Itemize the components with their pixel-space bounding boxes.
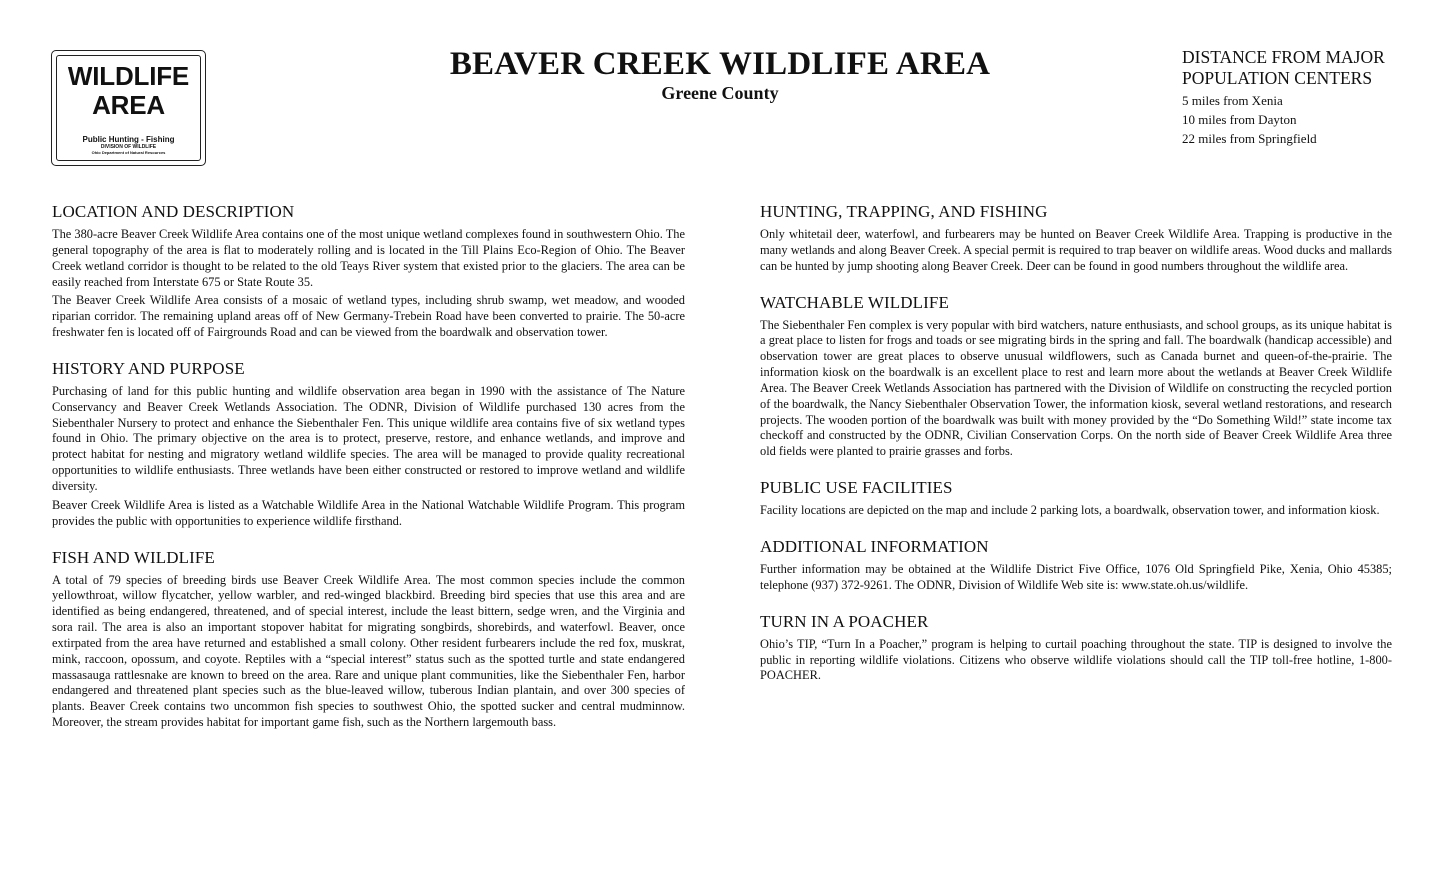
distance-item: 10 miles from Dayton [1182,112,1297,127]
section-paragraph: Purchasing of land for this public hunting and wildlife observation area began in 1990 with the assistance of The Nature Conservancy and Beaver Creek Wetlands Association. The ODNR, Division of Wildlife purchased 130 acres from the Siebenthaler Nursery to protect and enhance the Siebenthaler Fen. This unique wildlife area contains five of six wetland types found in Ohio. The primary objective on the area is to protect, preserve, restore, and enhance wetlands, and improve and protect habitat for nesting and migratory wetland wildlife species. The area will be managed to provide quality recreational opportunities to wildlife enthusiasts. Three wetlands have been either constructed or restored to improve wetland and wildlife diversity. [52,383,685,493]
sign-inner-border [56,55,201,161]
section-watchable [760,293,1392,461]
section-heading: PUBLIC USE FACILITIES [760,478,953,498]
section-paragraph: Ohio’s TIP, “Turn In a Poacher,” program is helping to curtail poaching throughout the state. TIP is designed to involve the public in reporting wildlife violations. Citizens who observe wildlife violations should call the TIP toll-free hotline, 1-800-POACHER. [760,636,1392,683]
page-subtitle: Greene County [661,83,779,103]
section-hunting [760,202,1392,275]
section-paragraph: Further information may be obtained at the Wildlife District Five Office, 1076 Old Springfield Pike, Xenia, Ohio 45385; telephone (937) 372-9261. The ODNR, Division of Wildlife Web site is: www.state.oh.us/wildlife. [760,561,1392,592]
distance-panel [1182,47,1422,148]
section-paragraph: Beaver Creek Wildlife Area is listed as a Watchable Wildlife Area in the National Watchable Wildlife Program. This program provides the public with opportunities to experience wildlife firsthand. [52,497,685,528]
section-heading: HISTORY AND PURPOSE [52,358,245,378]
section-heading: FISH AND WILDLIFE [52,547,215,567]
left-column [52,202,685,749]
distance-item: 5 miles from Xenia [1182,93,1283,108]
section-heading: ADDITIONAL INFORMATION [760,536,989,556]
right-column [760,202,1392,702]
sign-subtitle: Public Hunting - Fishing [82,135,175,144]
distance-list [1182,91,1422,148]
section-paragraph: Only whitetail deer, waterfowl, and furbearers may be hunted on Beaver Creek Wildlife Area. Trapping is productive in the many wetlands and along Beaver Creek. A special permit is required to trap beaver on wildlife areas. Wood ducks and mallards can be hunted by jump shooting along Beaver Creek. Deer can be found in good numbers throughout the wildlife area. [760,227,1392,273]
distance-heading: DISTANCE FROM MAJOR POPULATION CENTERS [1182,47,1385,88]
sign-title: WILDLIFE AREA [67,61,190,120]
sign-department-line: Ohio Department of Natural Resources [91,150,166,155]
section-additional-info [760,537,1392,594]
section-paragraph: The Beaver Creek Wildlife Area consists of a mosaic of wetland types, including shrub swamp, wet meadow, and wooded riparian corridor. The remaining upland areas off of New Germany-Trebein Road have been converted to prairie. The 50-acre freshwater fen is located off of Fairgrounds Road and can be viewed from the boardwalk and observation tower. [52,293,685,340]
distance-item: 22 miles from Springfield [1182,131,1317,146]
section-heading: TURN IN A POACHER [760,611,929,631]
section-paragraph: The Siebenthaler Fen complex is very popular with bird watchers, nature enthusiasts, and school groups, as its unique habitat is a great place to listen for frogs and toads or see migrating birds in the spring and fall. The boardwalk (handicap accessible) and observation tower are great places to observe unusual wildflowers, such as Canada burnet and queen-of-the-prairie. The information kiosk on the boardwalk is an excellent place to rest and learn more about the wetlands at Beaver Creek Wildlife Area. The Beaver Creek Wetlands Association has partnered with the Division of Wildlife on constructing the recycled portion of the boardwalk, the Nancy Siebenthaler Observation Tower, the information kiosk, several wetland restorations, and research projects. The wooden portion of the boardwalk was built with money provided by the “Do Something Wild!” state income tax checkoff and constructed by the ODNR, Civilian Conservation Corps. On the north side of Beaver Creek Wildlife Area three old fields were planted to prairie grasses and forbs. [760,317,1392,459]
section-heading: HUNTING, TRAPPING, AND FISHING [760,202,1048,221]
section-fish-wildlife [52,548,685,731]
section-location [52,202,685,341]
section-history [52,359,685,530]
section-paragraph: A total of 79 species of breeding birds use Beaver Creek Wildlife Area. The most common species include the common yellowthroat, willow flycatcher, yellow warbler, and red-winged blackbird. Breeding bird species that use this area and are identified as being endangered, threatened, and of special interest, include the least bittern, sedge wren, and the Virginia and sora rail. The area is also an important stopover habitat for migrating songbirds, shorebirds, and waterfowl. Beaver, once extirpated from the area have returned and established a small colony. Other resident furbearers include the red fox, muskrat, mink, raccoon, opossum, and coyote. Reptiles with a “special interest” status such as the spotted turtle and state endangered massasauga rattlesnake are known to breed on the area. Rare and unique plant communities, like the Siebenthaler Fen, harbor endangered and threatened plant species such as the blue-leaved willow, tuberous Indian plantain, and over 300 species of plants. Beaver Creek contains two uncommon fish species to southwest Ohio, the spotted sucker and central mudminnow. Moreover, the stream provides habitat for important game fish, such as the Northern largemouth bass. [52,572,685,730]
wildlife-area-sign [51,50,206,166]
sign-division-line: DIVISION OF WILDLIFE [100,144,157,150]
section-paragraph: Facility locations are depicted on the map and include 2 parking lots, a boardwalk, observation tower, and information kiosk. [760,503,1380,518]
section-heading: LOCATION AND DESCRIPTION [52,202,295,221]
page-title: BEAVER CREEK WILDLIFE AREA [449,46,991,82]
section-heading: WATCHABLE WILDLIFE [760,292,949,312]
section-paragraph: The 380-acre Beaver Creek Wildlife Area contains one of the most unique wetland complexes found in southwestern Ohio. The general topography of the area is flat to moderately rolling and is located in the Till Plains Eco-Region of Ohio. The Beaver Creek wetland corridor is thought to be related to the old Teays River system that existed prior to the glaciers. The area can be easily reached from Interstate 675 or State Route 35. [52,227,685,289]
section-poacher [760,612,1392,685]
section-facilities [760,478,1392,519]
